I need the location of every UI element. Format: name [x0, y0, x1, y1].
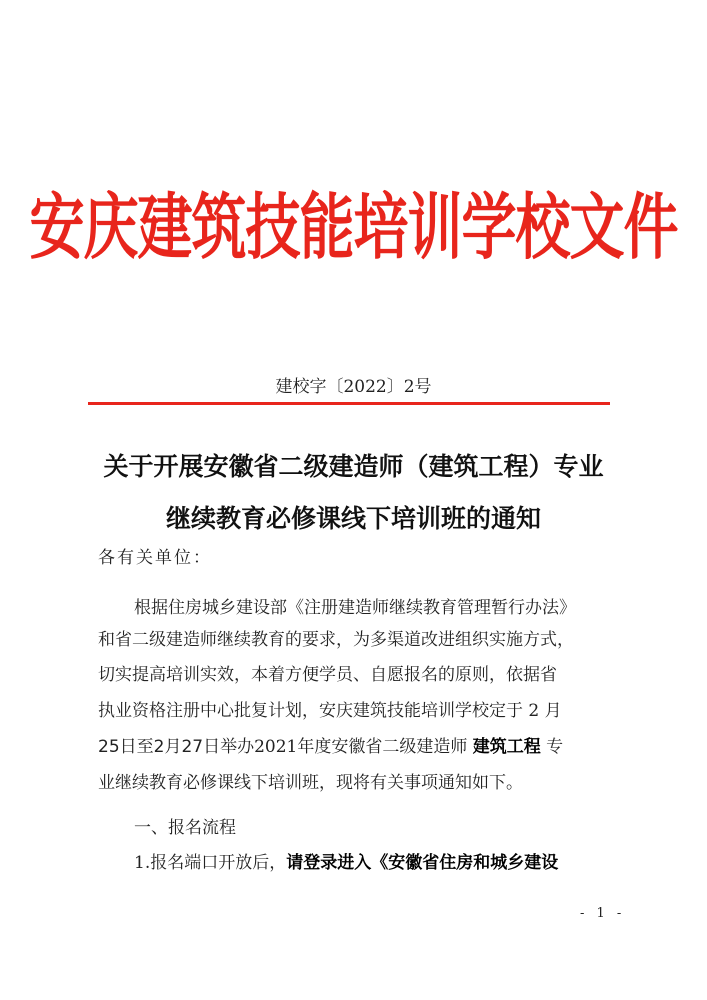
- section-heading-registration: 一、报名流程: [134, 818, 236, 838]
- registration-step-1: [98, 853, 654, 873]
- paragraph-line-5-end: 专: [546, 737, 564, 757]
- masthead-title: 安庆建筑技能培训学校文件: [29, 184, 678, 269]
- salutation: 各有关单位：: [98, 548, 212, 568]
- notice-title-line-2: 继续教育必修课线下培训班的通知: [165, 504, 541, 533]
- red-divider-line: [88, 402, 610, 405]
- page-number: - 1 -: [580, 906, 626, 921]
- registration-step-1-emphasis: 请登录进入《安徽省住房和城乡建设: [286, 853, 559, 873]
- paragraph-line-5: [98, 737, 618, 757]
- notice-title-line-1: 关于开展安徽省二级建造师（建筑工程）专业: [103, 452, 604, 481]
- document-number: 建校字〔2022〕2号: [275, 377, 432, 397]
- paragraph-line-2: 和省二级建造师继续教育的要求，为多渠道改进组织实施方式，: [98, 630, 574, 650]
- training-dates: 25日至2月27日: [98, 737, 221, 757]
- registration-step-1-text: 1.报名端口开放后，: [134, 853, 287, 873]
- paragraph-line-6: 业继续教育必修课线下培训班，现将有关事项通知如下。: [98, 773, 523, 793]
- paragraph-line-5-text: 举办2021年度安徽省二级建造师: [220, 737, 468, 757]
- paragraph-line-4: 执业资格注册中心批复计划，安庆建筑技能培训学校定于 2 月: [98, 701, 562, 721]
- specialty-emphasis: 建筑工程: [472, 737, 541, 757]
- paragraph-line-1: 根据住房城乡建设部《注册建造师继续教育管理暂行办法》: [134, 598, 576, 618]
- paragraph-line-3: 切实提高培训实效，本着方便学员、自愿报名的原则，依据省: [98, 665, 557, 685]
